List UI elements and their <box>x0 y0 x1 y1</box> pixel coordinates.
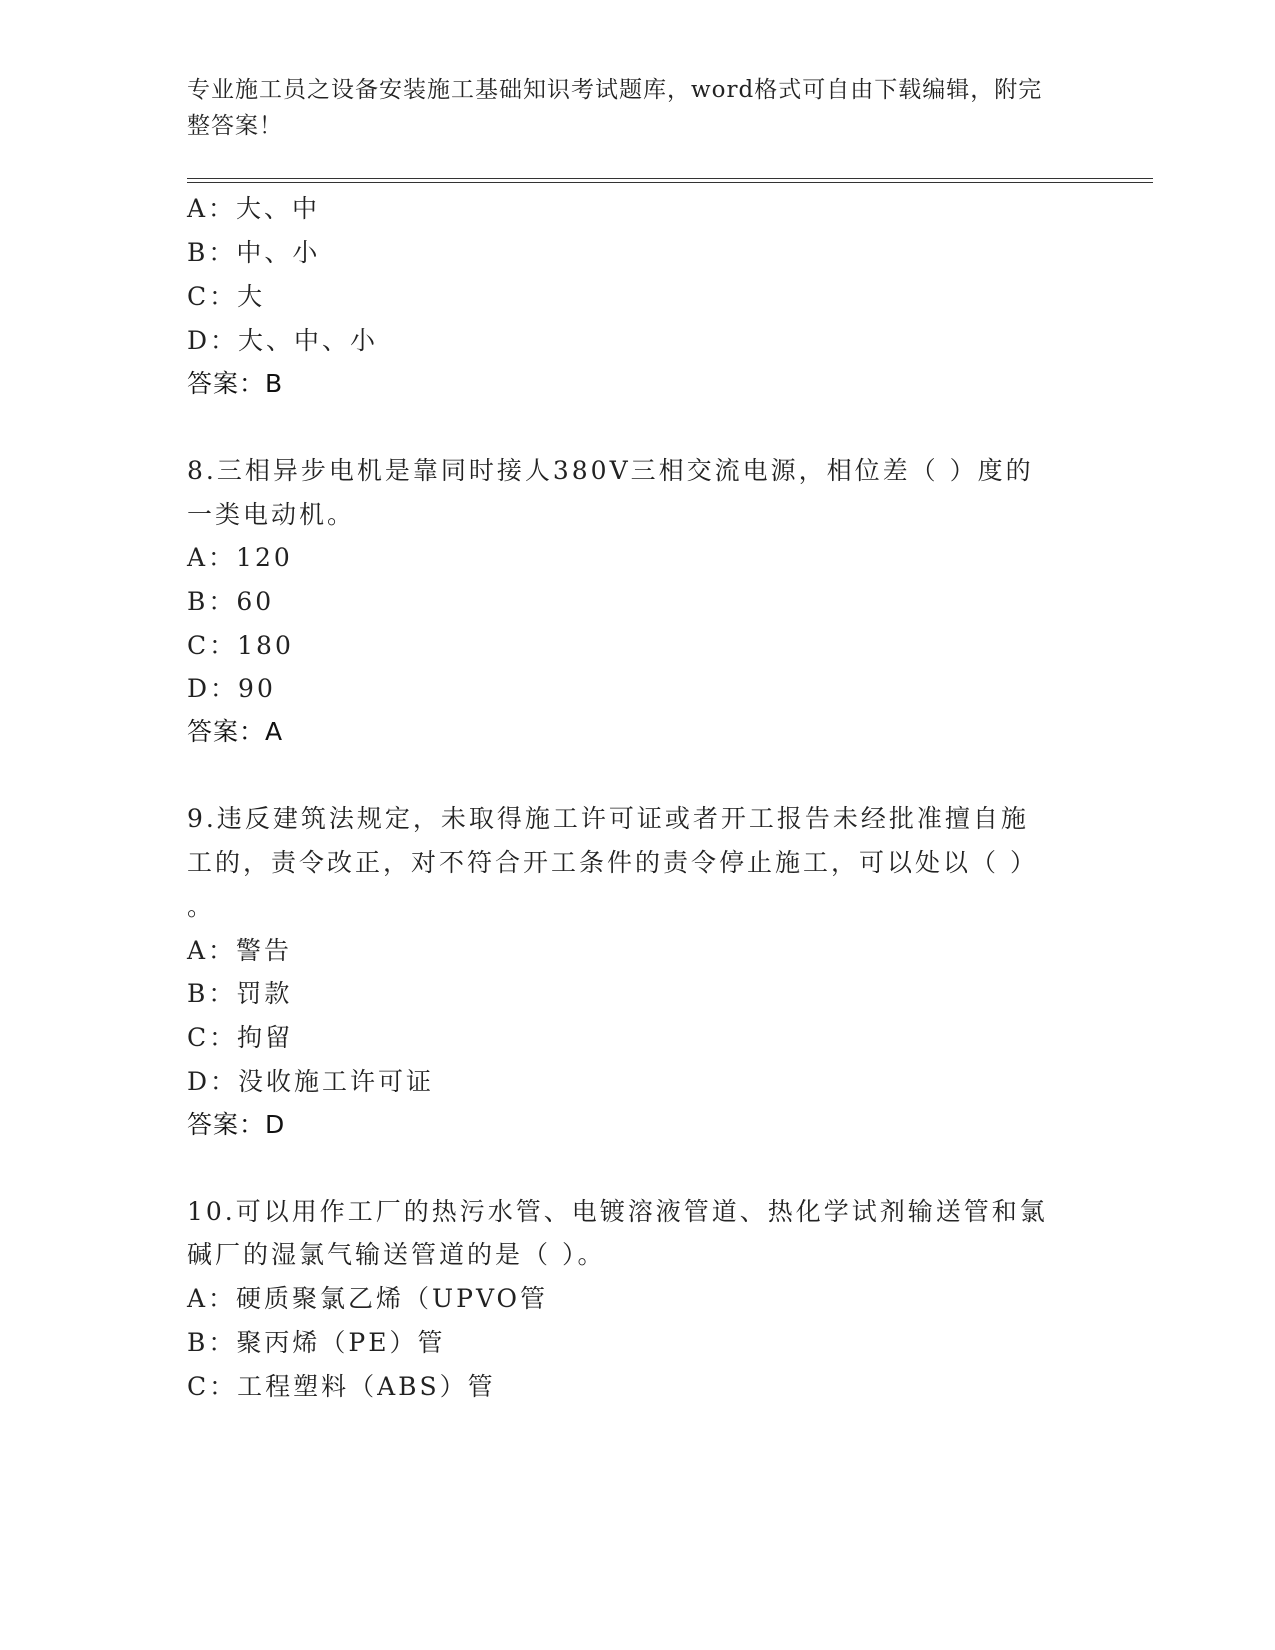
q8-answer: 答案：A <box>187 717 284 746</box>
q8-option-b: B：60 <box>187 587 275 616</box>
q8-option-a: A：120 <box>187 543 293 572</box>
q7-answer: 答案：B <box>187 369 284 398</box>
q9-stem-line-2: 工的，责令改正，对不符合开工条件的责令停止施工，可以处以（ ） <box>187 848 1038 877</box>
q7-option-b: B：中、小 <box>187 238 321 267</box>
header-title-line-1: 专业施工员之设备安装施工基础知识考试题库，word格式可自由下载编辑，附完 <box>187 77 1043 103</box>
q7-option-a: A：大、中 <box>187 194 321 223</box>
q9-stem-line-3: 。 <box>187 892 216 921</box>
q10-option-b: B：聚丙烯（PE）管 <box>187 1328 446 1357</box>
q10-stem-line-2: 碱厂的湿氯气输送管道的是（ ）。 <box>187 1240 606 1269</box>
q8-option-d: D：90 <box>187 674 276 703</box>
q10-stem-line-1: 10.可以用作工厂的热污水管、电镀溶液管道、热化学试剂输送管和氯 <box>187 1197 1048 1226</box>
q9-option-b: B：罚款 <box>187 979 293 1008</box>
q7-option-c: C：大 <box>187 282 266 311</box>
q9-answer: 答案：D <box>187 1110 286 1139</box>
q7-option-d: D：大、中、小 <box>187 326 379 355</box>
document-header <box>187 72 1087 144</box>
q9-option-c: C：拘留 <box>187 1023 294 1052</box>
header-divider <box>187 178 1153 183</box>
q9-option-d: D：没收施工许可证 <box>187 1067 435 1096</box>
header-title-line-2: 整答案！ <box>187 113 283 139</box>
q8-stem-line-1: 8.三相异步电机是靠同时接人380V三相交流电源，相位差（ ）度的 <box>187 456 1034 485</box>
q9-stem-line-1: 9.违反建筑法规定，未取得施工许可证或者开工报告未经批准擅自施 <box>187 804 1029 833</box>
q8-option-c: C：180 <box>187 631 294 660</box>
q8-stem-line-2: 一类电动机。 <box>187 500 356 529</box>
q9-option-a: A：警告 <box>187 936 293 965</box>
q10-option-c: C：工程塑料（ABS）管 <box>187 1372 496 1401</box>
q10-option-a: A：硬质聚氯乙烯（UPVO管 <box>187 1284 549 1313</box>
